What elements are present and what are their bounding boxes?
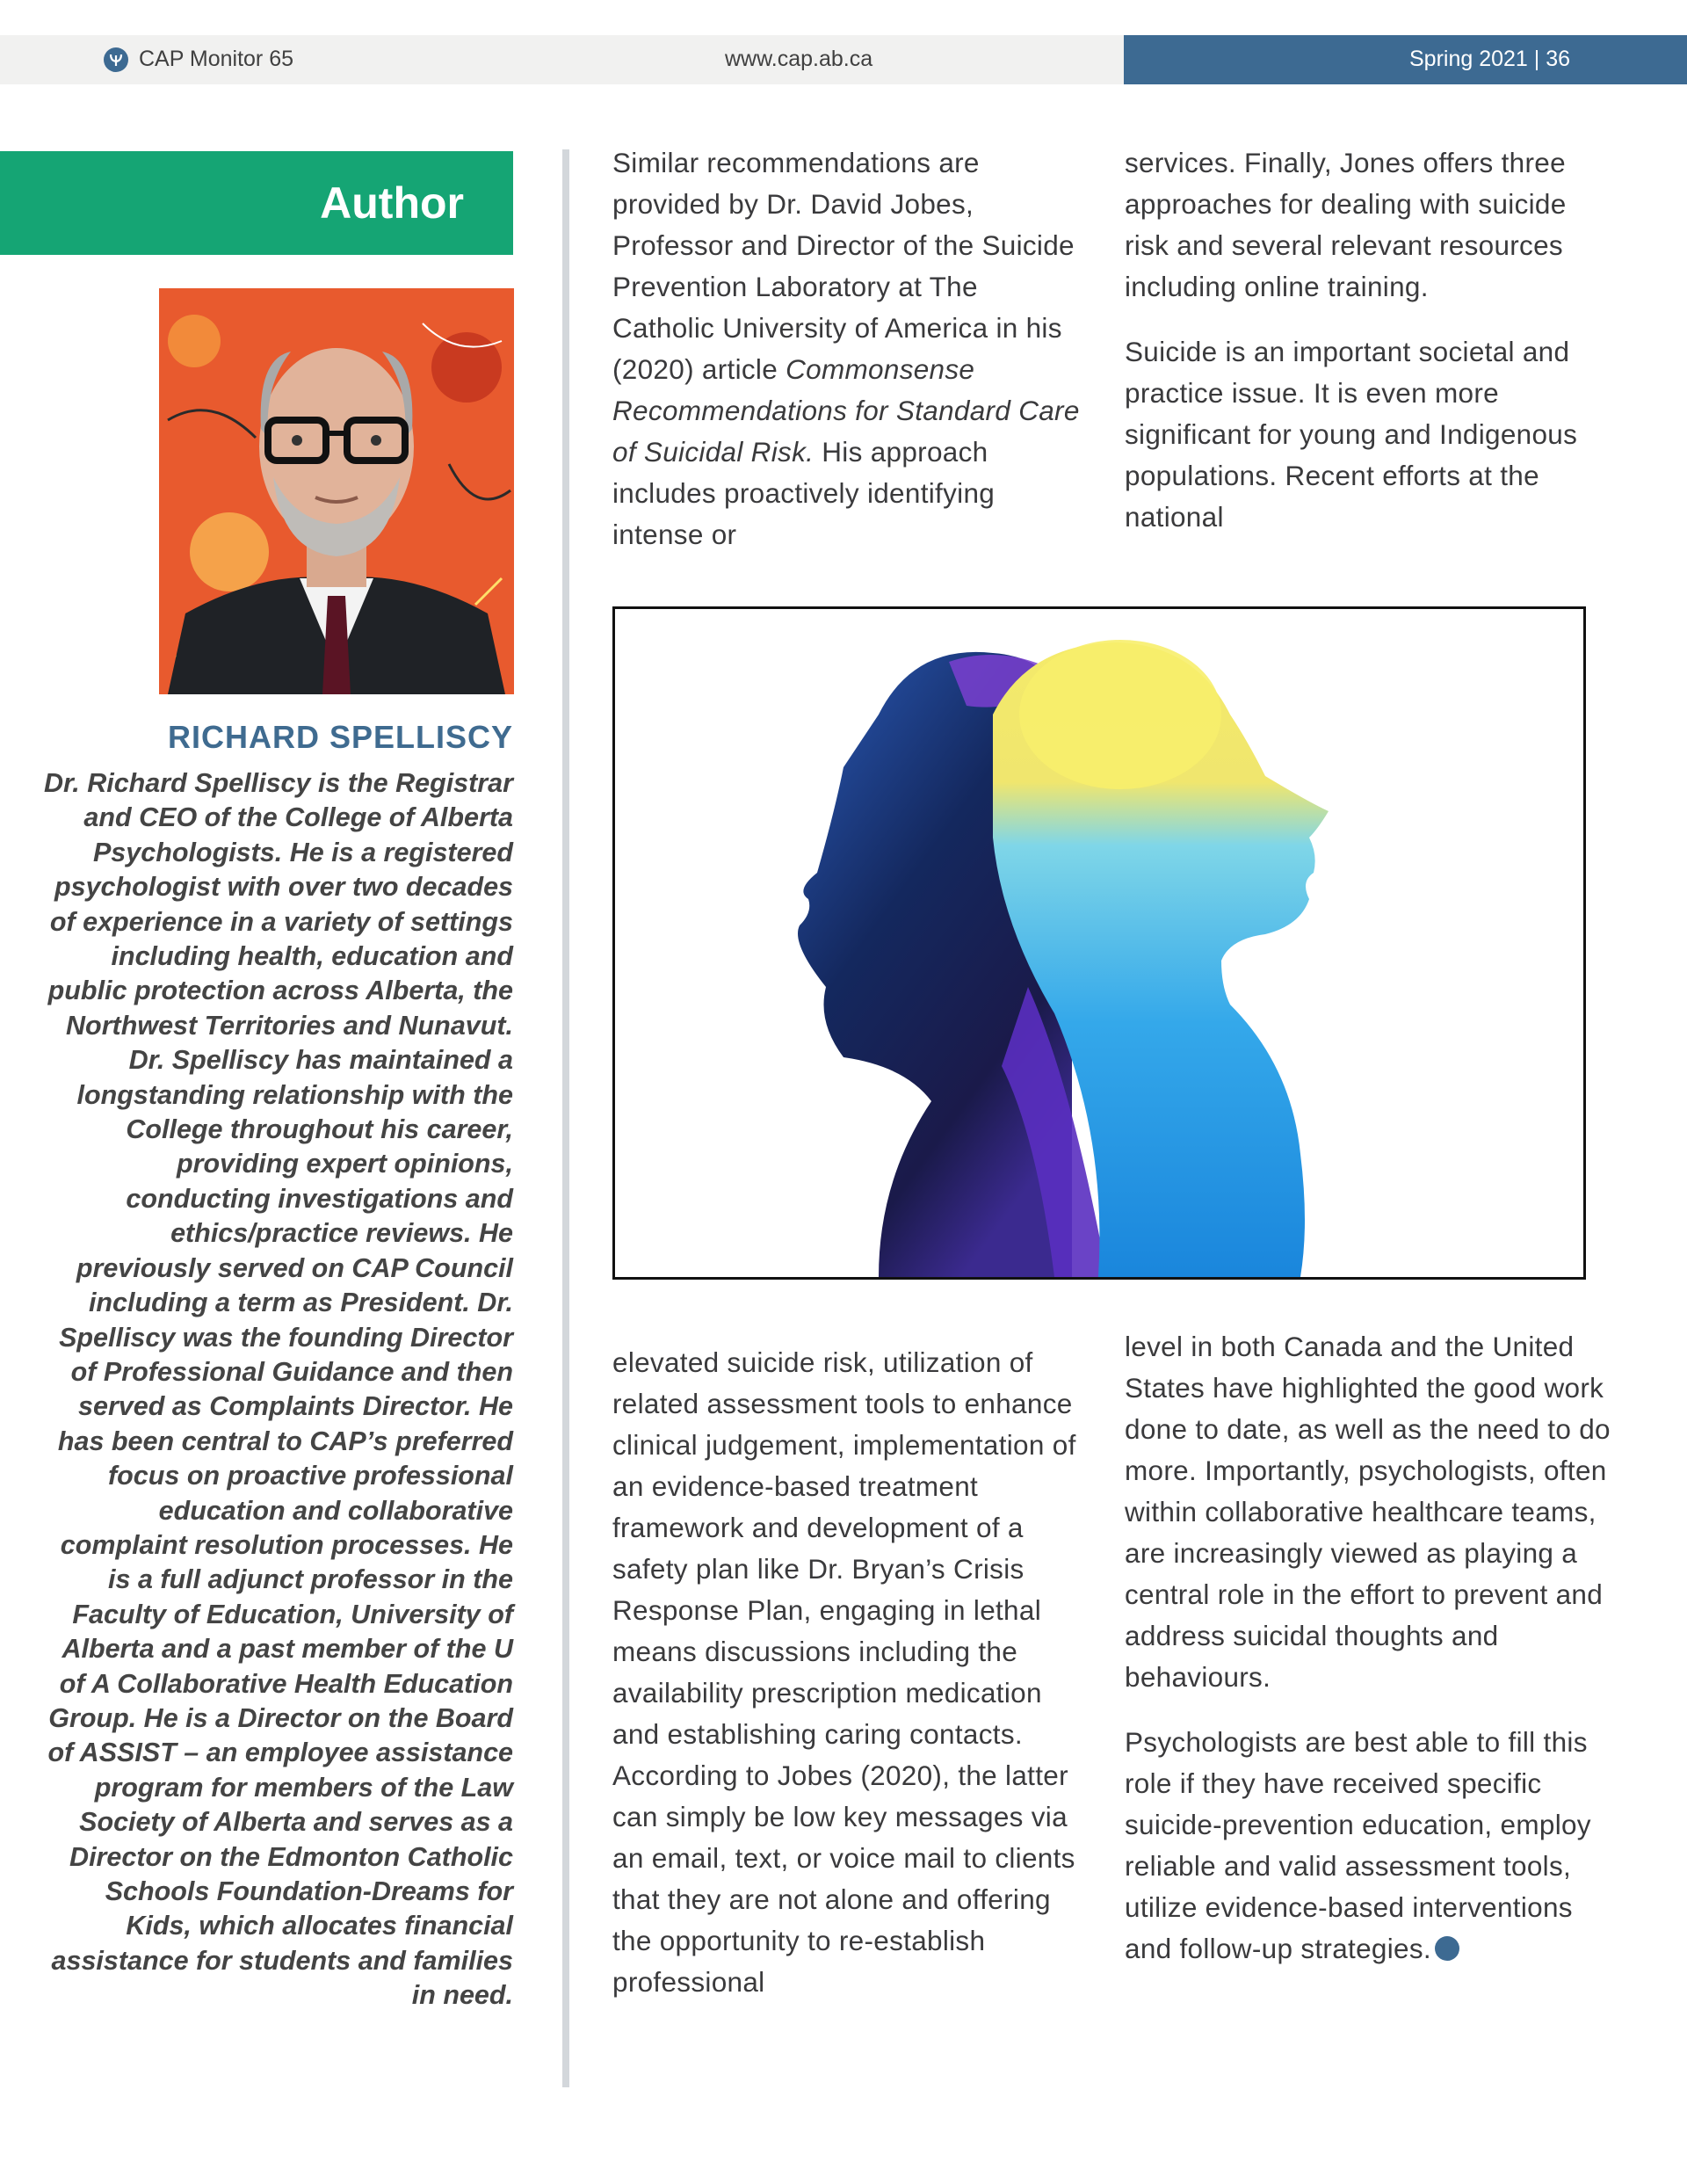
issue-page-number: Spring 2021 | 36 — [1409, 47, 1571, 71]
article-column-1 — [612, 142, 1087, 555]
two-heads-illustration — [615, 609, 1583, 1277]
publication-name: CAP Monitor 65 — [139, 47, 294, 71]
article-column-3 — [612, 1342, 1087, 2003]
author-heading-box — [0, 151, 513, 255]
article-paragraph — [1125, 1722, 1617, 1970]
end-mark-icon — [1435, 1936, 1459, 1961]
article-column-2 — [1125, 142, 1617, 538]
header-publication — [104, 47, 293, 72]
article-text: His approach includes proactively identifying intense or — [612, 436, 996, 550]
paragraph-gap — [1125, 308, 1617, 331]
article-text: Similar recommendations are provided by Dr. David Jobes, Professor and Director of the Suicide Prevention Laboratory at The Catholic University of America in his (2020) article — [612, 147, 1075, 385]
author-portrait — [159, 288, 514, 694]
article-paragraph: Suicide is an important societal and practice issue. It is even more significant for young and Indigenous populations. Recent efforts at the national — [1125, 336, 1578, 533]
column-divider — [562, 149, 569, 2087]
article-paragraph: services. Finally, Jones offers three approaches for dealing with suicide risk and several relevant resources including online training. — [1125, 147, 1567, 302]
author-bio: Dr. Richard Spelliscy is the Registrar and CEO of the College of Alberta Psychologists. He is a registered psychologist with over two decades of experience in a variety of settings including health, education and public protection across Alberta, the Northwest Territories and Nunavut. Dr. Spelliscy has maintained a longstanding relationship with the College throughout his career, providing expert opinions, conducting investigations and ethics/practice reviews. He previously served on CAP Council including a term as President. Dr. Spelliscy was the founding Director of Professional Guidance and then served as Complaints Director. He has been central to CAP’s preferred focus on proactive professional education and collaborative complaint resolution processes. He is a full adjunct professor in the Faculty of Education, University of Alberta and a past member of the U of A Collaborative Health Education Group. He is a Director on the Board of ASSIST – an employee assistance program for members of the Law Society of Alberta and serves as a Director on the Edmonton Catholic Schools Foundation-Dreams for Kids, which allocates financial assistance for students and families in need. — [44, 768, 513, 2011]
paragraph-gap — [1125, 1698, 1617, 1722]
website-link[interactable]: www.cap.ab.ca — [725, 47, 873, 71]
cap-logo-icon — [104, 47, 128, 72]
article-column-4 — [1125, 1326, 1617, 1970]
article-paragraph: elevated suicide risk, utilization of related assessment tools to enhance clinical judgement, implementation of an evidence-based treatment framework and development of a safety plan like Dr. Bryan’s Crisis Response Plan, engaging in lethal means discussions including the availability prescription medication and establishing caring contacts. According to Jobes (2020), the latter can simply be low key messages via an email, text, or voice mail to clients that they are not alone and offering the opportunity to re-establish professional — [612, 1346, 1076, 1998]
author-heading: Author — [320, 178, 464, 228]
author-name: RICHARD SPELLISCY — [167, 719, 513, 755]
article-paragraph — [612, 142, 1087, 555]
article-citation-title: Commonsense Recommendations for Standard Care of Suicidal Risk. — [612, 353, 1080, 468]
article-text: Psychologists are best able to fill this role if they have received specific suicide-prevention education, employ reliable and valid assessment tools, utilize evidence-based interventions and follow-up strategies. — [1125, 1726, 1591, 1964]
header-issue-band — [1124, 35, 1687, 84]
article-paragraph: level in both Canada and the United States have highlighted the good work done to date, as well as the need to do more. Importantly, psychologists, often within collaborative healthcare teams, are increasingly viewed as playing a central role in the effort to prevent and address suicidal thoughts and behaviours. — [1125, 1331, 1611, 1693]
article-illustration-frame — [612, 606, 1586, 1280]
